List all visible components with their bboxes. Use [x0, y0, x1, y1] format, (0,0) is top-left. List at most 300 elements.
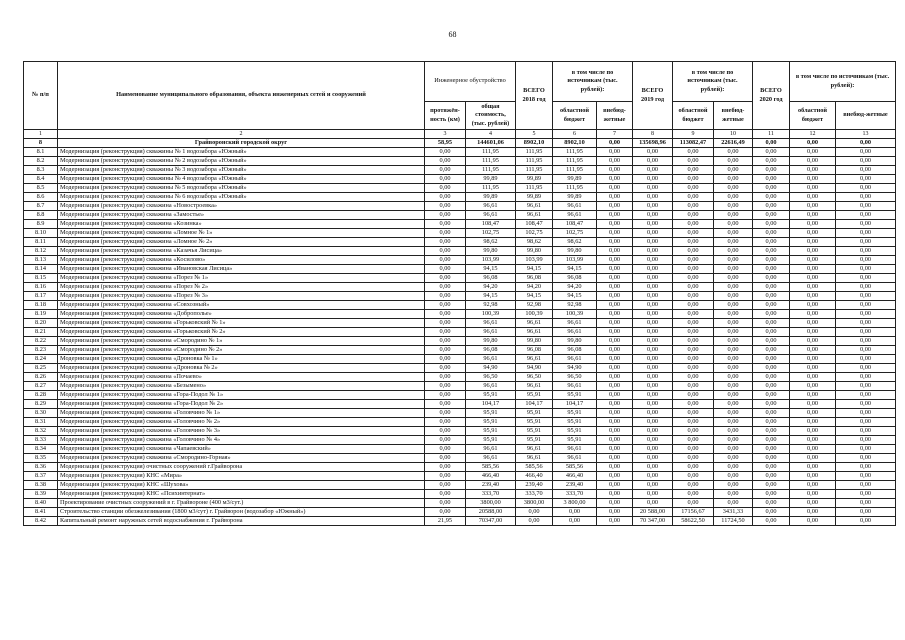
table-cell: 0,00: [633, 229, 673, 238]
table-cell: 113082,47: [673, 139, 714, 148]
table-cell: 0,00: [633, 157, 673, 166]
table-cell: 0,00: [753, 400, 790, 409]
table-cell: Модернизация (реконструкция) скважины № 1 водозабора «Южный»: [58, 148, 425, 157]
table-cell: 0,00: [633, 382, 673, 391]
table-cell: 98,62: [466, 238, 516, 247]
table-cell: 0,00: [714, 328, 753, 337]
table-cell: 0,00: [425, 166, 466, 175]
table-cell: 0,00: [597, 229, 633, 238]
header-regional-2019: областной бюджет: [673, 102, 714, 130]
table-cell: 0,00: [753, 427, 790, 436]
table-row: [24, 220, 896, 229]
table-cell: 0,00: [425, 274, 466, 283]
table-cell: 0,00: [714, 247, 753, 256]
table-cell: Модернизация (реконструкция) скважины № 4 водозабора «Южный»: [58, 175, 425, 184]
table-cell: 94,15: [516, 265, 553, 274]
table-row: [24, 265, 896, 274]
table-cell: 0,00: [836, 364, 896, 373]
total-row: [24, 139, 896, 148]
table-cell: 0,00: [714, 427, 753, 436]
table-cell: 0,00: [597, 400, 633, 409]
table-cell: 0,00: [673, 400, 714, 409]
table-cell: Модернизация (реконструкция) скважина «Головчино № 1»: [58, 409, 425, 418]
table-cell: 0,00: [597, 382, 633, 391]
table-cell: 0,00: [673, 283, 714, 292]
table-cell: 0,00: [836, 139, 896, 148]
table-cell: 96,61: [516, 211, 553, 220]
table-cell: 0,00: [597, 427, 633, 436]
table-cell: Модернизация (реконструкция) скважины № 3 водозабора «Южный»: [58, 166, 425, 175]
table-cell: 0,00: [790, 292, 836, 301]
table-cell: 0,00: [516, 508, 553, 517]
table-row: [24, 418, 896, 427]
table-cell: 8.42: [24, 517, 58, 526]
table-cell: 0,00: [836, 373, 896, 382]
table-cell: 0,00: [836, 346, 896, 355]
table-cell: 8.40: [24, 499, 58, 508]
table-cell: 0,00: [753, 238, 790, 247]
table-cell: 104,17: [553, 400, 597, 409]
table-cell: 0,00: [753, 310, 790, 319]
table-cell: 99,80: [516, 247, 553, 256]
table-cell: 0,00: [790, 481, 836, 490]
table-cell: 0,00: [673, 301, 714, 310]
table-cell: 94,15: [466, 292, 516, 301]
table-cell: 0,00: [836, 301, 896, 310]
table-cell: 0,00: [790, 202, 836, 211]
table-cell: 95,91: [553, 427, 597, 436]
table-cell: 98,62: [516, 238, 553, 247]
table-cell: 94,20: [466, 283, 516, 292]
table-cell: 0,00: [790, 166, 836, 175]
table-cell: 96,61: [466, 454, 516, 463]
table-cell: Модернизация (реконструкция) скважина «Порез № 2»: [58, 283, 425, 292]
table-cell: 0,00: [714, 310, 753, 319]
table-cell: 0,00: [425, 436, 466, 445]
table-cell: 0,00: [836, 256, 896, 265]
table-row: [24, 364, 896, 373]
table-cell: 0,00: [633, 337, 673, 346]
table-cell: 2: [58, 130, 425, 139]
table-cell: 0,00: [753, 319, 790, 328]
table-cell: 0,00: [836, 211, 896, 220]
table-cell: 0,00: [633, 355, 673, 364]
table-cell: 0,00: [425, 382, 466, 391]
table-cell: 0,00: [836, 481, 896, 490]
table-cell: 0,00: [836, 454, 896, 463]
table-cell: Модернизация (реконструкция) скважина «Смородино № 2»: [58, 346, 425, 355]
table-cell: 8.10: [24, 229, 58, 238]
table-cell: 0,00: [633, 364, 673, 373]
table-cell: 8.21: [24, 328, 58, 337]
table-cell: 0,00: [790, 328, 836, 337]
table-cell: 135698,96: [633, 139, 673, 148]
table-cell: 0,00: [633, 472, 673, 481]
table-cell: 102,75: [466, 229, 516, 238]
table-cell: 111,95: [553, 184, 597, 193]
table-cell: 96,08: [553, 274, 597, 283]
table-cell: 0,00: [753, 436, 790, 445]
table-cell: 0,00: [633, 283, 673, 292]
header-sources-2019: в том числе по источникам (тыс. рублей):: [673, 62, 753, 102]
header-cost: общая стоимость, (тыс. рублей): [466, 102, 516, 130]
table-cell: 0,00: [597, 454, 633, 463]
table-cell: 96,61: [466, 202, 516, 211]
table-cell: Модернизация (реконструкция) скважина «Козинка»: [58, 220, 425, 229]
table-cell: 111,95: [553, 157, 597, 166]
table-cell: 8: [633, 130, 673, 139]
table-cell: 8902,10: [516, 139, 553, 148]
table-cell: 94,20: [516, 283, 553, 292]
table-cell: 0,00: [836, 283, 896, 292]
table-cell: 0,00: [753, 247, 790, 256]
table-cell: Грайворонский городской округ: [58, 139, 425, 148]
table-cell: 0,00: [633, 436, 673, 445]
table-cell: Модернизация (реконструкция) скважина «Головчино № 3»: [58, 427, 425, 436]
table-cell: 0,00: [714, 157, 753, 166]
table-cell: 0,00: [633, 391, 673, 400]
table-cell: 20 588,00: [633, 508, 673, 517]
table-cell: 0,00: [633, 346, 673, 355]
table-cell: 95,91: [466, 436, 516, 445]
table-cell: 0,00: [633, 310, 673, 319]
table-cell: 104,17: [466, 400, 516, 409]
table-cell: 0,00: [790, 337, 836, 346]
table-cell: 0,00: [714, 382, 753, 391]
table-cell: 99,89: [516, 175, 553, 184]
table-cell: 0,00: [425, 364, 466, 373]
table-cell: 0,00: [714, 364, 753, 373]
table-cell: 8.34: [24, 445, 58, 454]
table-cell: 0,00: [597, 409, 633, 418]
table-row: [24, 445, 896, 454]
table-cell: 0,00: [753, 292, 790, 301]
table-cell: 0,00: [673, 481, 714, 490]
table-cell: 0,00: [597, 319, 633, 328]
table-cell: Модернизация (реконструкция) КНС «Шухова»: [58, 481, 425, 490]
table-cell: 0,00: [753, 481, 790, 490]
table-row: [24, 211, 896, 220]
table-cell: Модернизация (реконструкция) скважина «Смородино-Горная»: [58, 454, 425, 463]
table-cell: 8.17: [24, 292, 58, 301]
table-cell: 0,00: [633, 373, 673, 382]
table-cell: 95,91: [516, 409, 553, 418]
table-cell: 0,00: [753, 508, 790, 517]
table-cell: 0,00: [790, 256, 836, 265]
table-cell: Модернизация (реконструкция) скважины № 5 водозабора «Южный»: [58, 184, 425, 193]
table-cell: 8.3: [24, 166, 58, 175]
table-cell: 0,00: [425, 472, 466, 481]
table-row: [24, 355, 896, 364]
table-cell: 0,00: [633, 400, 673, 409]
table-cell: 0,00: [633, 490, 673, 499]
table-cell: 0,00: [673, 337, 714, 346]
table-cell: 0,00: [714, 301, 753, 310]
table-cell: 108,47: [516, 220, 553, 229]
table-cell: 17156,67: [673, 508, 714, 517]
table-cell: 6: [553, 130, 597, 139]
table-cell: 8.26: [24, 373, 58, 382]
table-cell: 8.25: [24, 364, 58, 373]
table-cell: Модернизация (реконструкция) скважина «Доброполье»: [58, 310, 425, 319]
table-cell: 8.24: [24, 355, 58, 364]
table-cell: 0,00: [516, 517, 553, 526]
table-cell: 8.14: [24, 265, 58, 274]
table-cell: 0,00: [836, 157, 896, 166]
table-cell: 0,00: [597, 490, 633, 499]
table-cell: 0,00: [836, 220, 896, 229]
table-cell: Модернизация (реконструкция) скважина «Порез № 3»: [58, 292, 425, 301]
table-cell: 5: [516, 130, 553, 139]
table-cell: 100,39: [466, 310, 516, 319]
table-cell: 0,00: [790, 283, 836, 292]
table-cell: 0,00: [714, 265, 753, 274]
table-cell: 96,61: [553, 355, 597, 364]
table-cell: 0,00: [790, 364, 836, 373]
table-cell: 70347,00: [466, 517, 516, 526]
table-cell: 3 800,00: [553, 499, 597, 508]
table-cell: 0,00: [753, 445, 790, 454]
table-cell: Проектирование очистных сооружений в г. Грайвороне (400 м3/сут.): [58, 499, 425, 508]
table-cell: 0,00: [597, 265, 633, 274]
table-cell: 0,00: [836, 490, 896, 499]
table-cell: 466,40: [553, 472, 597, 481]
table-cell: 0,00: [553, 508, 597, 517]
table-cell: 0,00: [673, 463, 714, 472]
table-cell: 0,00: [633, 463, 673, 472]
table-cell: 0,00: [633, 202, 673, 211]
table-cell: 8.36: [24, 463, 58, 472]
table-cell: Модернизация (реконструкция) скважина «Новостроевка»: [58, 202, 425, 211]
table-cell: 96,61: [466, 382, 516, 391]
table-cell: 0,00: [753, 472, 790, 481]
table-cell: 94,90: [516, 364, 553, 373]
table-cell: 0,00: [673, 274, 714, 283]
table-cell: 0,00: [753, 355, 790, 364]
table-cell: 96,61: [516, 454, 553, 463]
table-cell: 0,00: [673, 211, 714, 220]
table-cell: 0,00: [553, 517, 597, 526]
table-cell: 0,00: [633, 193, 673, 202]
table-cell: 0,00: [597, 283, 633, 292]
table-cell: 0,00: [790, 445, 836, 454]
table-row: [24, 517, 896, 526]
table-cell: 0,00: [597, 481, 633, 490]
table-cell: 94,20: [553, 283, 597, 292]
table-cell: 0,00: [425, 202, 466, 211]
table-cell: 0,00: [425, 328, 466, 337]
table-cell: 0,00: [714, 445, 753, 454]
table-cell: 0,00: [425, 256, 466, 265]
table-cell: 0,00: [597, 148, 633, 157]
table-cell: 4: [466, 130, 516, 139]
table-cell: 8: [24, 139, 58, 148]
table-cell: Строительство станции обезжелезивания (1800 м3/сут) г. Грайворон (водозабор «Южный»): [58, 508, 425, 517]
table-cell: 0,00: [753, 148, 790, 157]
table-cell: 94,15: [553, 265, 597, 274]
table-cell: 0,00: [673, 328, 714, 337]
table-cell: 0,00: [714, 211, 753, 220]
table-cell: 0,00: [633, 175, 673, 184]
table-cell: 0,00: [836, 463, 896, 472]
table-cell: 0,00: [673, 319, 714, 328]
table-cell: 99,80: [553, 247, 597, 256]
table-cell: 102,75: [553, 229, 597, 238]
table-cell: 0,00: [714, 373, 753, 382]
table-cell: 0,00: [714, 490, 753, 499]
table-cell: Модернизация (реконструкция) скважина «Ломное № 2»: [58, 238, 425, 247]
table-cell: 0,00: [633, 319, 673, 328]
table-cell: 0,00: [790, 517, 836, 526]
table-row: [24, 274, 896, 283]
table-header: [24, 62, 896, 130]
table-cell: 333,70: [466, 490, 516, 499]
table-cell: 94,15: [466, 265, 516, 274]
table-cell: 8.39: [24, 490, 58, 499]
table-cell: 0,00: [425, 463, 466, 472]
table-cell: 0,00: [673, 499, 714, 508]
table-cell: 96,61: [516, 445, 553, 454]
table-cell: 99,89: [466, 193, 516, 202]
table-row: [24, 373, 896, 382]
table-cell: Модернизация (реконструкция) скважина «Смородино № 1»: [58, 337, 425, 346]
table-cell: Модернизация (реконструкция) скважина «Безымено»: [58, 382, 425, 391]
table-cell: 0,00: [633, 454, 673, 463]
table-cell: 0,00: [753, 166, 790, 175]
table-cell: 8.15: [24, 274, 58, 283]
table-cell: 95,91: [516, 391, 553, 400]
table-cell: 95,91: [553, 391, 597, 400]
table-cell: 94,15: [516, 292, 553, 301]
table-cell: 0,00: [714, 499, 753, 508]
table-cell: 111,95: [516, 166, 553, 175]
table-cell: 0,00: [790, 391, 836, 400]
table-row: [24, 454, 896, 463]
table-cell: 8.27: [24, 382, 58, 391]
table-cell: 8.31: [24, 418, 58, 427]
table-cell: 8.20: [24, 319, 58, 328]
table-cell: 0,00: [597, 256, 633, 265]
table-cell: 3: [425, 130, 466, 139]
table-cell: 0,00: [633, 292, 673, 301]
table-cell: 8.16: [24, 283, 58, 292]
table-cell: 95,91: [466, 418, 516, 427]
table-cell: 0,00: [753, 499, 790, 508]
table-cell: 99,89: [516, 193, 553, 202]
table-cell: 0,00: [790, 211, 836, 220]
table-cell: 103,99: [553, 256, 597, 265]
table-cell: 0,00: [836, 274, 896, 283]
table-cell: 0,00: [673, 193, 714, 202]
table-cell: 13: [836, 130, 896, 139]
table-row: [24, 247, 896, 256]
table-cell: 0,00: [836, 193, 896, 202]
table-cell: 9: [673, 130, 714, 139]
table-cell: 0,00: [597, 337, 633, 346]
table-cell: 0,00: [597, 211, 633, 220]
table-cell: 0,00: [790, 139, 836, 148]
table-cell: 0,00: [425, 409, 466, 418]
table-cell: 0,00: [633, 220, 673, 229]
table-cell: 0,00: [836, 337, 896, 346]
table-cell: 12: [790, 130, 836, 139]
table-cell: 96,08: [516, 274, 553, 283]
table-cell: 0,00: [790, 310, 836, 319]
table-cell: Модернизация (реконструкция) скважина «Головчино № 4»: [58, 436, 425, 445]
table-cell: 58,95: [425, 139, 466, 148]
table-cell: 104,17: [516, 400, 553, 409]
table-cell: 0,00: [597, 391, 633, 400]
table-cell: 8.7: [24, 202, 58, 211]
table-cell: 0,00: [714, 454, 753, 463]
table-cell: 96,61: [516, 382, 553, 391]
table-cell: 10: [714, 130, 753, 139]
table-cell: 0,00: [714, 184, 753, 193]
table-cell: 0,00: [425, 238, 466, 247]
page-number: 68: [448, 30, 457, 39]
table-cell: 0,00: [673, 157, 714, 166]
header-total-2019: ВСЕГО 2019 год: [633, 62, 673, 130]
table-cell: 3800,00: [466, 499, 516, 508]
table-cell: 0,00: [790, 436, 836, 445]
header-total-2020: ВСЕГО 2020 год: [753, 62, 790, 130]
table-row: [24, 319, 896, 328]
table-cell: 0,00: [597, 184, 633, 193]
table-cell: 0,00: [425, 373, 466, 382]
table-cell: 20588,00: [466, 508, 516, 517]
table-cell: 0,00: [714, 346, 753, 355]
header-total-2018: ВСЕГО 2018 год: [516, 62, 553, 130]
table-cell: 0,00: [714, 409, 753, 418]
table-row: [24, 184, 896, 193]
header-engineering: Инженерное обустройство: [425, 62, 516, 102]
table-cell: 111,95: [553, 166, 597, 175]
table-cell: 0,00: [753, 229, 790, 238]
table-cell: 100,39: [516, 310, 553, 319]
table-row: [24, 292, 896, 301]
table-cell: 111,95: [553, 148, 597, 157]
table-cell: 0,00: [753, 274, 790, 283]
table-cell: 0,00: [790, 319, 836, 328]
table-cell: 0,00: [836, 175, 896, 184]
table-cell: 0,00: [714, 193, 753, 202]
table-cell: 0,00: [633, 184, 673, 193]
table-cell: 8.22: [24, 337, 58, 346]
table-cell: 0,00: [836, 265, 896, 274]
table-cell: 0,00: [425, 481, 466, 490]
table-cell: 0,00: [673, 220, 714, 229]
table-cell: 585,56: [516, 463, 553, 472]
table-cell: 96,61: [466, 355, 516, 364]
table-cell: 0,00: [790, 355, 836, 364]
table-cell: 0,00: [753, 373, 790, 382]
table-cell: 0,00: [597, 220, 633, 229]
table-cell: 0,00: [714, 319, 753, 328]
table-row: [24, 148, 896, 157]
table-cell: 8.33: [24, 436, 58, 445]
table-cell: Модернизация (реконструкция) скважины № 6 водозабора «Южный»: [58, 193, 425, 202]
table-cell: 0,00: [633, 409, 673, 418]
table-cell: 0,00: [753, 220, 790, 229]
table-cell: Модернизация (реконструкция) скважина «Совхозный»: [58, 301, 425, 310]
table-cell: 11: [753, 130, 790, 139]
table-cell: 0,00: [753, 418, 790, 427]
table-cell: 0,00: [790, 346, 836, 355]
table-cell: Модернизация (реконструкция) скважина «Казачья Лисица»: [58, 247, 425, 256]
table-body: [24, 130, 896, 526]
header-no: № п/п: [24, 62, 58, 130]
table-cell: 3800,00: [516, 499, 553, 508]
